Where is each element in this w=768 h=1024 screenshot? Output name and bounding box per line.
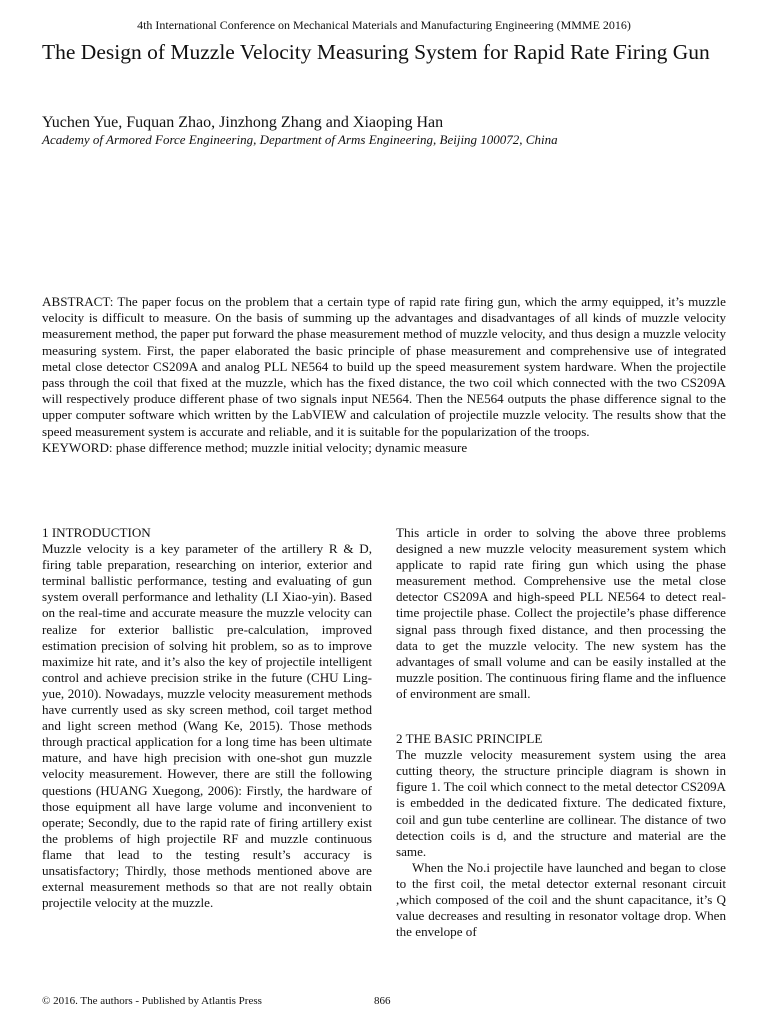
paper-title: The Design of Muzzle Velocity Measuring System for Rapid Rate Firing Gun — [42, 40, 710, 64]
authors: Yuchen Yue, Fuquan Zhao, Jinzhong Zhang and Xiaoping Han — [42, 114, 444, 131]
left-column — [42, 525, 372, 911]
basic-principle-paragraph-1: The muzzle velocity measurement system using the area cutting theory, the structure principle diagram is shown in figure 1. The coil which connect to the metal detector CS209A is embedded in the dedicated fixture. The dedicated fixture, coil and gun tube centerline are collinear. The distance of two detection coils is d, and the structure and material are the same. — [396, 747, 726, 859]
section-heading-introduction: 1 INTRODUCTION — [42, 525, 151, 540]
abstract-text: ABSTRACT: The paper focus on the problem that a certain type of rapid rate firing gun, which the army equipped, it’s muzzle velocity is difficult to measure. On the basis of summing up the advantages and disadvantages of all kinds of muzzle velocity measurement method, the paper put forward the phase measurement method of muzzle velocity, and thus design a muzzle velocity measuring system. First, the paper elaborated the basic principle of phase measurement and comprehensive use of integrated metal close detector CS209A and analog PLL NE564 to build up the speed measurement system hardware. When the projectile pass through the coil that fixed at the muzzle, which has the fixed distance, the two coil which connected with the two CS209A will respectively produce different phase of two signals input NE564. Then the NE564 outputs the phase difference signal to the upper computer software which written by the LabVIEW and calculation of projectile muzzle velocity. The results show that the speed measurement system is accurate and reliable, and it is suitable for the popularization of the troops. — [42, 294, 726, 439]
introduction-paragraph: Muzzle velocity is a key parameter of the artillery R & D, firing table preparation, researching on interior, exterior and terminal ballistic performance, testing and evaluating of gun system overall performance and lethality (LI Xiao-yin). Based on the real-time and accurate measure the muzzle velocity can realize for exterior ballistic pre-calculation, improved estimation precision of solving hit problem, so as to improve maximize hit rate, and it’s also the key of projectile intelligent control and achieve precision strike in the future (CHU Ling-yue, 2010). Nowadays, muzzle velocity measurement methods have currently used as sky screen method, coil target method and light screen method (Wang Ke, 2015). Those methods through practical application for a long time has been ultimate mature, and have high precision with one-shot gun muzzle velocity measurement. However, there are still the following questions (HUANG Xuegong, 2006): Firstly, the hardware of those equipment all have large volume and inconvenient to operate; Secondly, due to the rapid rate of firing artillery exist the problems of high projectile RF and muzzle continuous flame that lead to the testing result’s accuracy is unsatisfactory; Thirdly, those methods mentioned above are external measurement methods so that are not really obtain projectile velocity at the muzzle. — [42, 541, 372, 911]
keywords: KEYWORD: phase difference method; muzzle initial velocity; dynamic measure — [42, 439, 468, 455]
basic-principle-paragraph-2: When the No.i projectile have launched and began to close to the first coil, the metal detector external resonant circuit ,which composed of the coil and the shunt capacitance, it’s Q value decreases and resulting in resonator voltage drop. When the envelope of — [396, 859, 726, 940]
introduction-continuation: This article in order to solving the above three problems designed a new muzzle velocity measurement system which applicate to rapid rate firing gun which using the phase measurement method. Comprehensive use the metal close detector CS209A and high-speed PLL NE564 to detect real-time projectile phase. Collect the projectile’s phase difference signal pass through fixed distance, and then processing the data to get the muzzle velocity. The new system has the advantages of small volume and can be easily installed at the muzzle position. The continuous firing flame and the influence of environment are small. — [396, 525, 726, 701]
right-column — [396, 525, 726, 940]
affiliation: Academy of Armored Force Engineering, Department of Arms Engineering, Beijing 100072, China — [42, 132, 558, 147]
footer-copyright: © 2016. The authors - Published by Atlantis Press — [42, 995, 262, 1007]
conference-header: 4th International Conference on Mechanical Materials and Manufacturing Engineering (MMME 2016) — [137, 18, 631, 32]
section-heading-basic-principle: 2 THE BASIC PRINCIPLE — [396, 731, 543, 747]
abstract-block — [42, 294, 726, 456]
page-number: 866 — [374, 995, 391, 1007]
